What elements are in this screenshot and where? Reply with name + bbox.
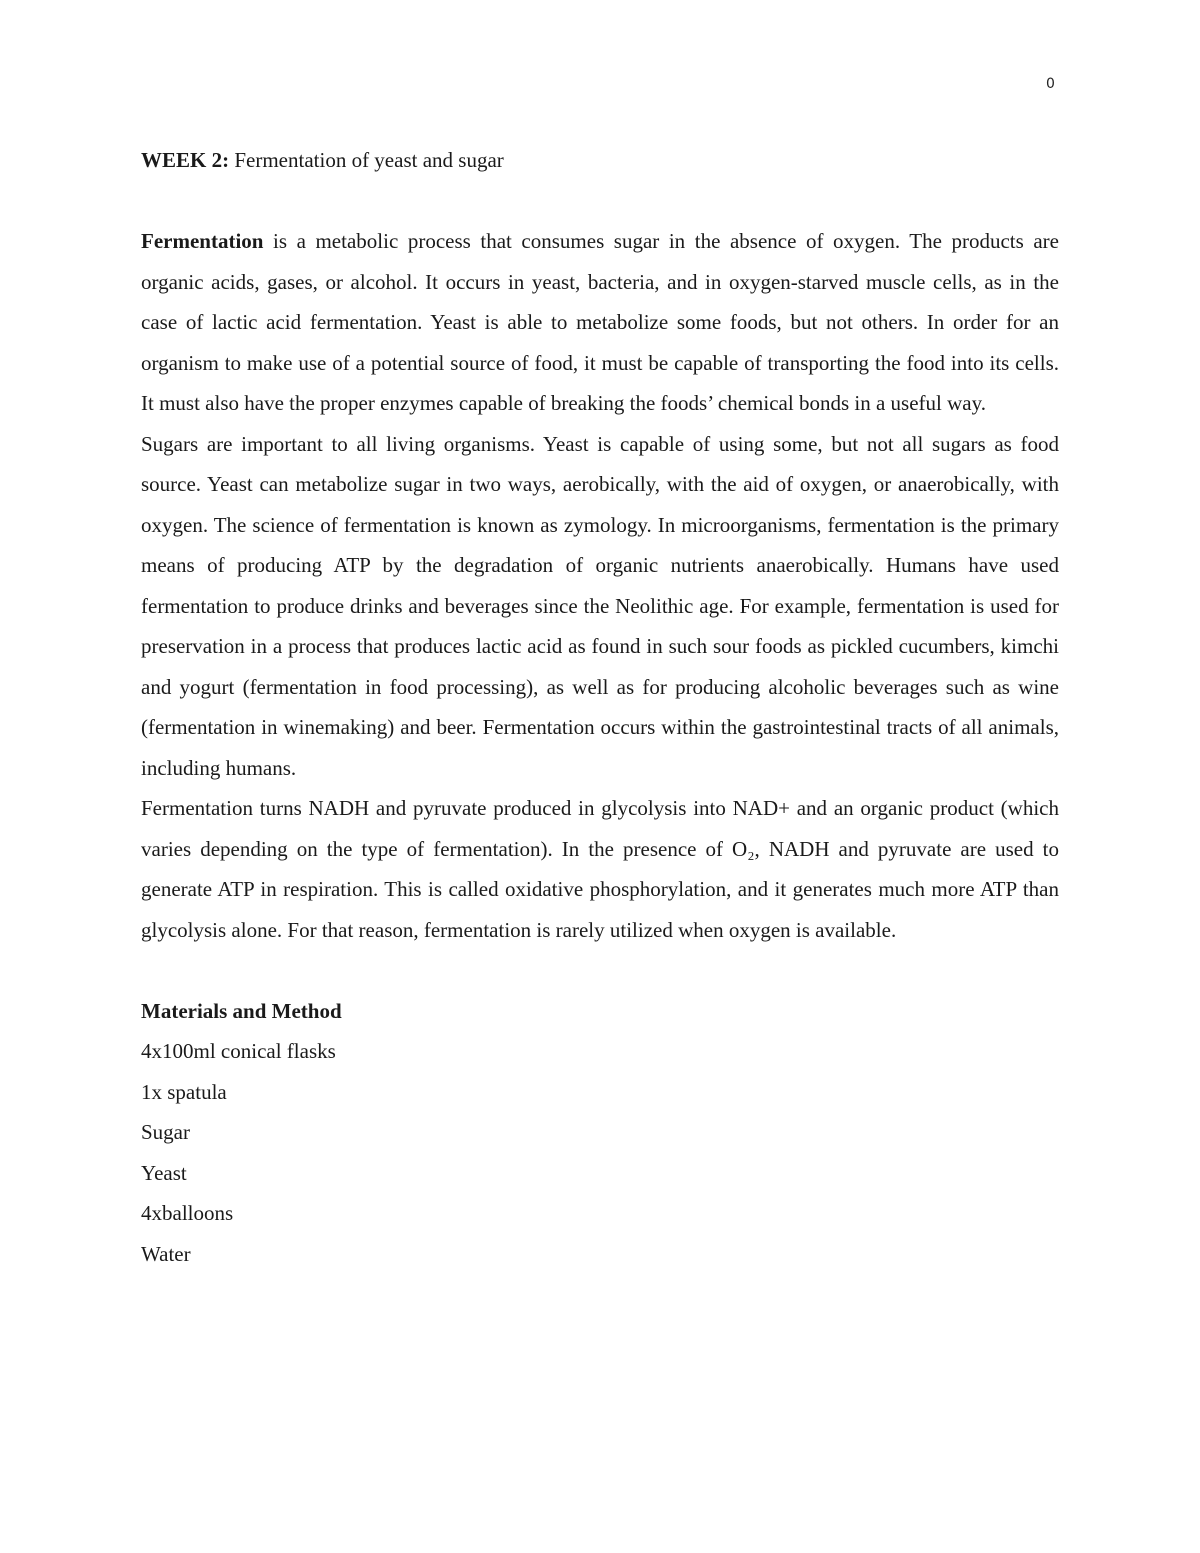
paragraph-fermentation-definition — [141, 221, 1059, 424]
list-item: Sugar — [141, 1120, 190, 1144]
list-item: Yeast — [141, 1160, 187, 1185]
document-body — [141, 140, 1059, 1274]
title-week-label: WEEK 2: — [141, 148, 230, 172]
paragraph-nadh: Fermentation turns NADH and pyruvate produced in glycolysis into NAD+ and an organic product (which varies depending on the type of fermentation). In the presence of O₂, NADH and pyruvate are used to generate ATP in respiration. This is called oxidative phosphorylation, and it generates much more ATP than glycolysis alone. For that reason, fermentation is rarely utilized when oxygen is available. — [141, 796, 1059, 942]
materials-heading: Materials and Method — [141, 998, 342, 1023]
list-item: Water — [141, 1241, 191, 1266]
list-item: 1x spatula — [141, 1079, 227, 1104]
paragraph-sugars: Sugars are important to all living organisms. Yeast is capable of using some, but not all sugars as food source. Yeast can metabolize sugar in two ways, aerobically, with the aid of oxygen, or anaerobically, with oxygen. The science of fermentation is known as zymology. In microorganisms, fermentation is the primary means of producing ATP by the degradation of organic nutrients anaerobically. Humans have used fermentation to produce drinks and beverages since the Neolithic age. For example, fermentation is used for preservation in a process that produces lactic acid as found in such sour foods as pickled cucumbers, kimchi and yogurt (fermentation in food processing), as well as for producing alcoholic beverages such as wine (fermentation in winemaking) and beer. Fermentation occurs within the gastrointestinal tracts of all animals, including humans. — [141, 431, 1059, 780]
document-title — [141, 140, 1059, 181]
page-number: 0 — [1046, 76, 1055, 92]
materials-list — [141, 1031, 1059, 1274]
list-item: 4xballoons — [141, 1201, 234, 1225]
list-item: 4x100ml conical flasks — [141, 1039, 336, 1063]
title-text: Fermentation of yeast and sugar — [229, 148, 504, 172]
paragraph-text: is a metabolic process that consumes sugar in the absence of oxygen. The products are organic acids, gases, or alcohol. It occurs in yeast, bacteria, and in oxygen-starved muscle cells, as in the case of lactic acid fermentation. Yeast is able to metabolize some foods, but not others. In order for an organism to make use of a potential source of food, it must be capable of transporting the food into its cells. It must also have the proper enzymes capable of breaking the foods’ chemical bonds in a useful way. — [141, 229, 1059, 415]
paragraph-lead-term: Fermentation — [141, 229, 264, 253]
